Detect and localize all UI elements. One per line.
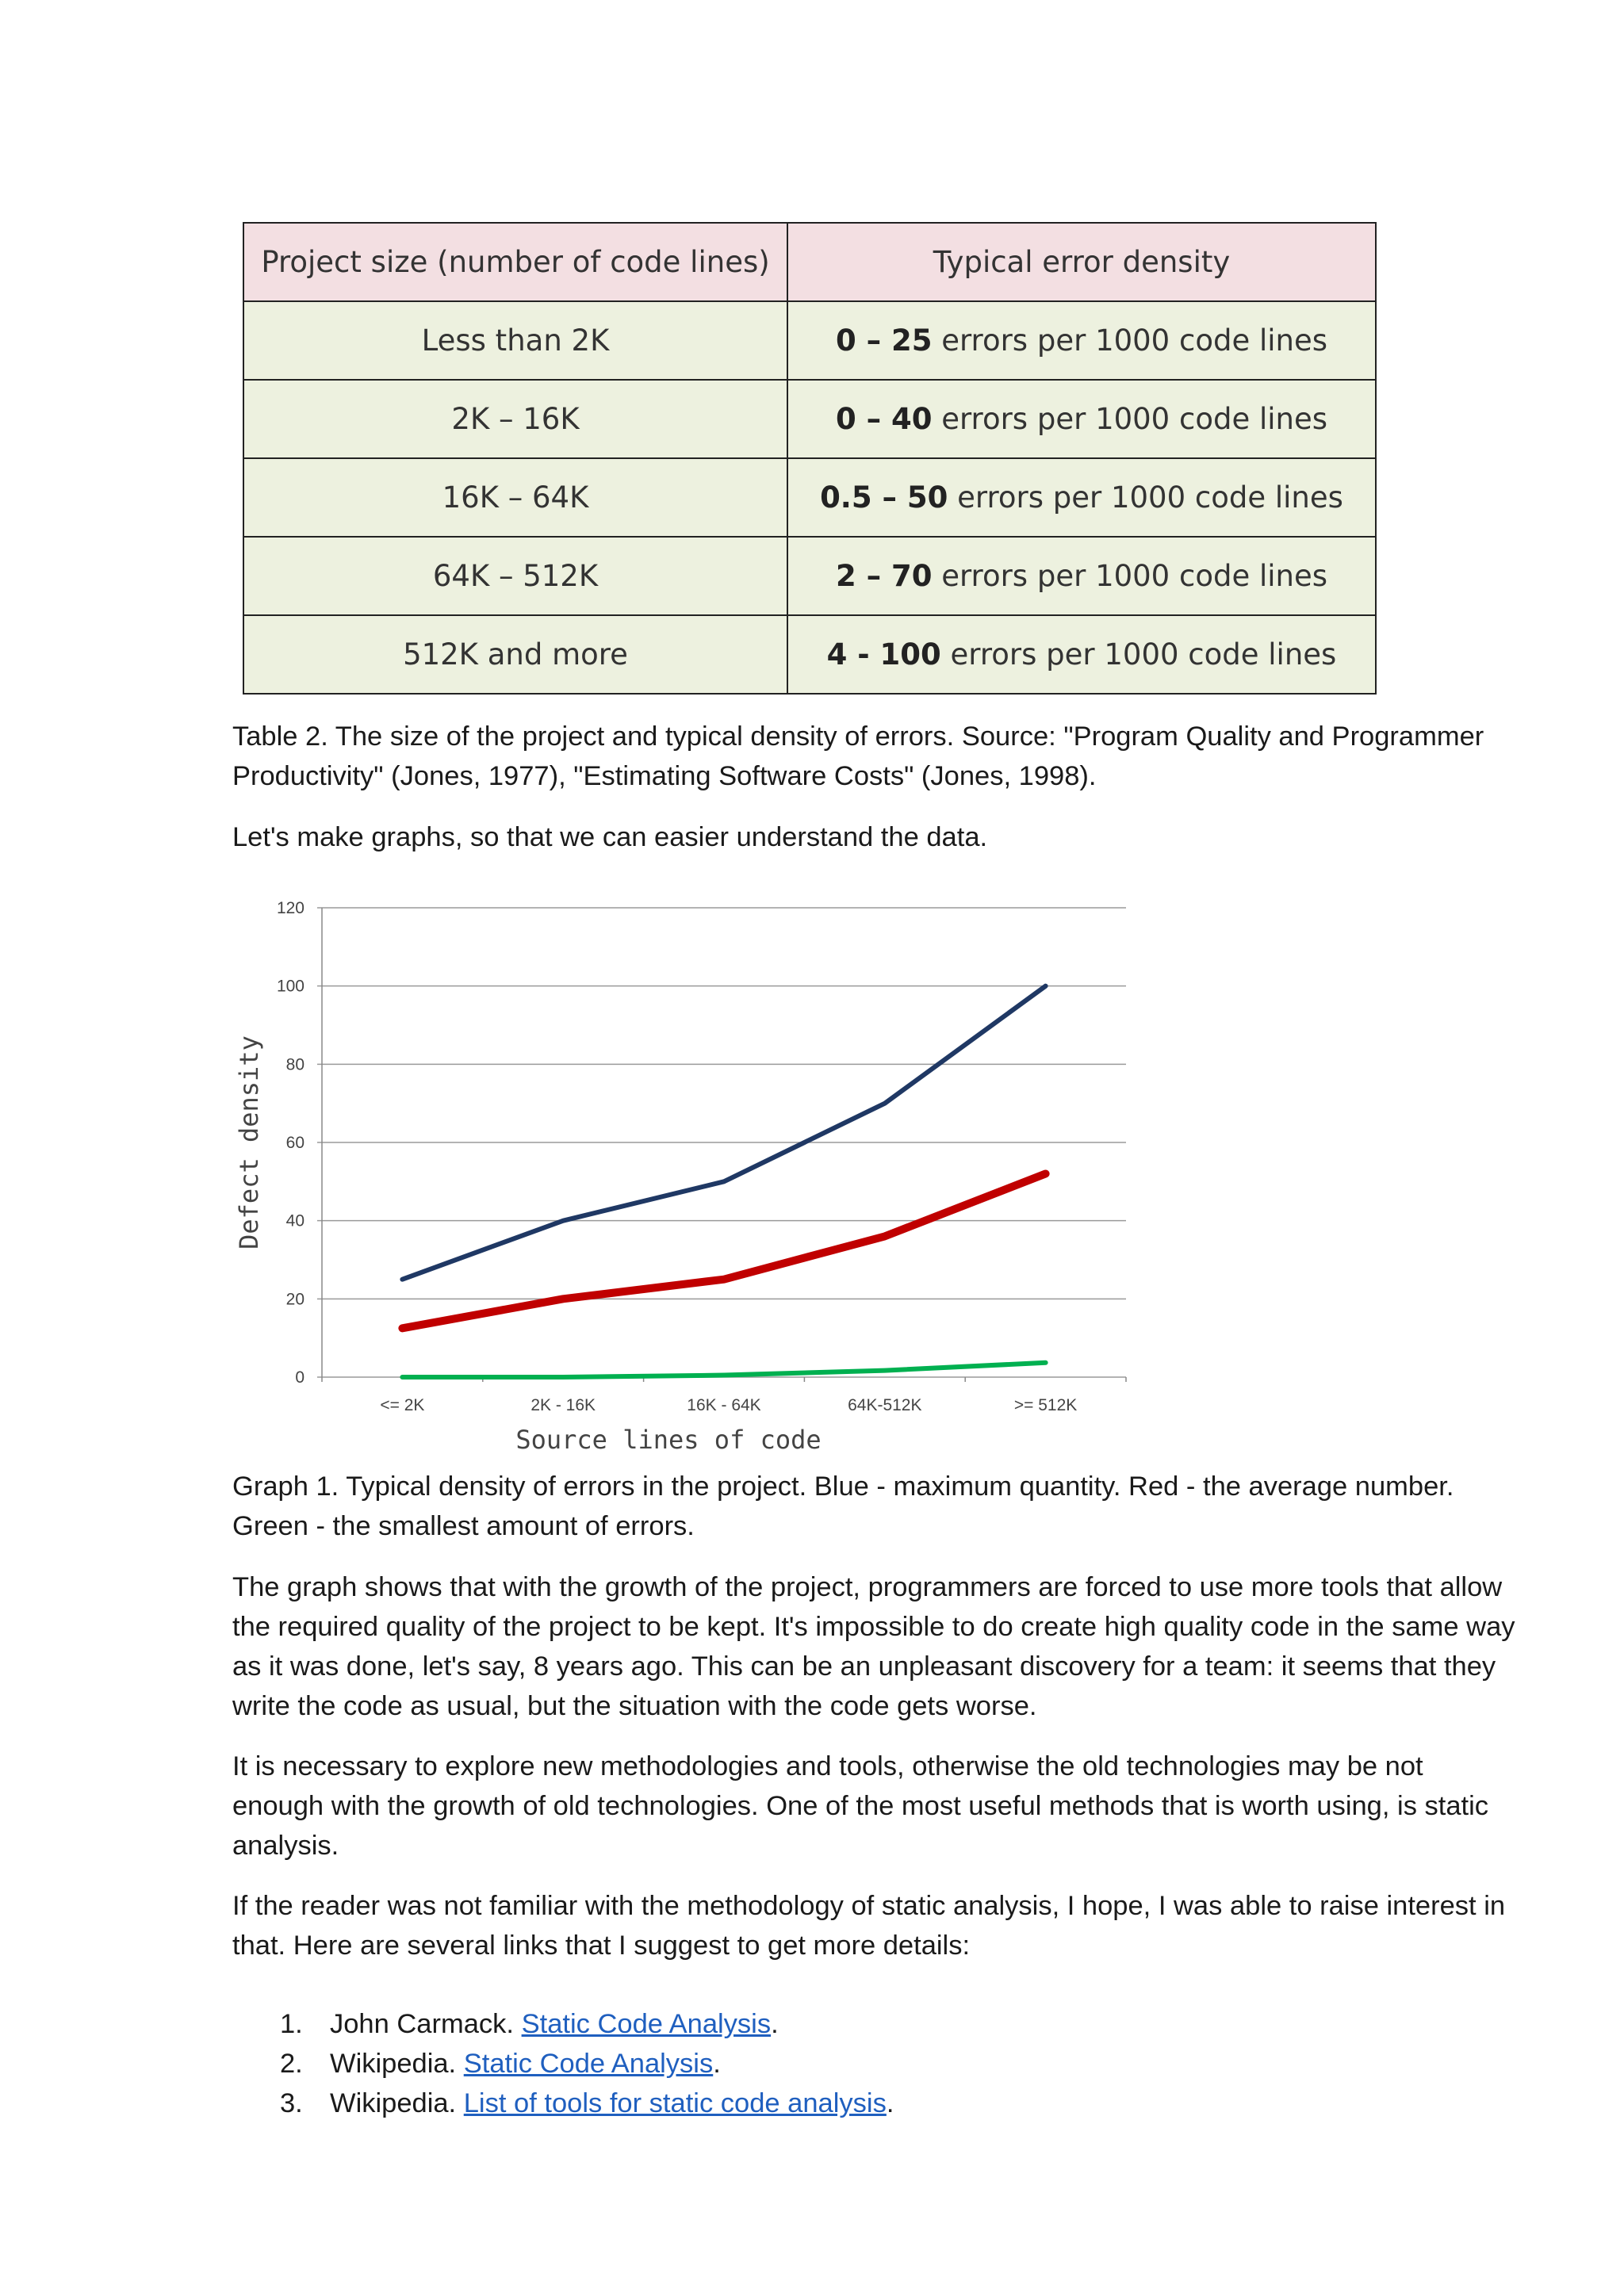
chart-series: [402, 986, 1045, 1377]
intro-paragraph: Let's make graphs, so that we can easier understand the data.: [232, 822, 988, 852]
defect-density-chart: [232, 888, 1136, 1459]
table-row: [243, 458, 1376, 537]
paragraph-static-analysis: If the reader was not familiar with the methodology of static analysis, I hope, I was able to raise interest in that. Here are several links that I suggest to get more details:: [232, 1891, 1506, 1961]
x-tick-label: 64K-512K: [848, 1396, 922, 1414]
link-prefix: John Carmack.: [330, 2009, 522, 2039]
list-item: [280, 2044, 894, 2084]
y-tick-label: 0: [295, 1368, 304, 1387]
error-range: 2 – 70: [835, 559, 933, 593]
link-end: .: [771, 2009, 779, 2039]
cell-error-density: [787, 301, 1376, 380]
cell-project-size: 512K and more: [243, 615, 787, 694]
error-unit: errors per 1000 code lines: [940, 637, 1337, 672]
chart-x-axis-title: Source lines of code: [515, 1425, 822, 1455]
table-caption: Table 2. The size of the project and typical density of errors. Source: "Program Quality and Programmer Productivity" (Jones, 1977), "Estimating Software Costs" (Jones, 1998).: [232, 721, 1484, 791]
column-header-error-density: Typical error density: [787, 223, 1376, 301]
reference-links-list: [280, 2004, 894, 2123]
cell-project-size: 64K – 512K: [243, 537, 787, 615]
y-tick-label: 40: [285, 1211, 304, 1230]
table-row: [243, 537, 1376, 615]
link-prefix: Wikipedia.: [330, 2049, 464, 2079]
error-density-table: [243, 222, 1377, 695]
x-tick-label: <= 2K: [380, 1396, 425, 1414]
y-tick-label: 100: [276, 977, 304, 996]
x-tick-label: >= 512K: [1013, 1396, 1078, 1414]
graph-caption: Graph 1. Typical density of errors in the project. Blue - maximum quantity. Red - the average number. Green - the smallest amount of errors.: [232, 1471, 1454, 1541]
table-row: [243, 380, 1376, 458]
link-prefix: Wikipedia.: [330, 2088, 464, 2118]
error-unit: errors per 1000 code lines: [932, 559, 1328, 593]
cell-error-density: [787, 615, 1376, 694]
link-end: .: [713, 2049, 721, 2079]
reference-link[interactable]: List of tools for static code analysis: [463, 2088, 887, 2118]
paragraph-methodologies: It is necessary to explore new methodologies and tools, otherwise the old technologies may be not enough with the growth of old technologies. One of the most useful methods that is worth using, is static analysis.: [232, 1751, 1489, 1861]
y-tick-label: 80: [285, 1055, 304, 1074]
x-tick-label: 2K - 16K: [530, 1396, 596, 1414]
error-range: 0.5 – 50: [820, 480, 948, 515]
error-range: 0 – 25: [835, 323, 933, 358]
error-unit: errors per 1000 code lines: [932, 402, 1328, 436]
paragraph-growth: The graph shows that with the growth of the project, programmers are forced to use more tools that allow the required quality of the project to be kept. It's impossible to do create high quality code in the same way as it was done, let's say, 8 years ago. This can be an unpleasant discovery for a team: it seems that they write the code as usual, but the situation with the code gets worse.: [232, 1572, 1515, 1721]
chart-y-axis-title: Defect density: [234, 1035, 264, 1249]
reference-link[interactable]: Static Code Analysis: [463, 2049, 714, 2079]
average-series-line: [402, 1173, 1045, 1328]
minimum-series-line: [402, 1363, 1045, 1377]
maximum-series-line: [402, 986, 1045, 1280]
error-unit: errors per 1000 code lines: [932, 323, 1328, 358]
error-unit: errors per 1000 code lines: [948, 480, 1343, 515]
y-tick-label: 20: [285, 1290, 304, 1309]
table-row: [243, 301, 1376, 380]
error-range: 4 - 100: [826, 637, 941, 672]
list-number: 1.: [280, 2009, 303, 2039]
cell-project-size: 2K – 16K: [243, 380, 787, 458]
cell-project-size: 16K – 64K: [243, 458, 787, 537]
link-end: .: [886, 2088, 894, 2118]
table-row: [243, 615, 1376, 694]
y-tick-label: 60: [285, 1134, 304, 1152]
list-item: [280, 2084, 894, 2123]
cell-error-density: [787, 380, 1376, 458]
cell-error-density: [787, 458, 1376, 537]
reference-link[interactable]: Static Code Analysis: [521, 2009, 772, 2039]
list-item: [280, 2004, 894, 2044]
cell-project-size: Less than 2K: [243, 301, 787, 380]
cell-error-density: [787, 537, 1376, 615]
table-body: [243, 301, 1376, 694]
y-tick-label: 120: [276, 899, 304, 917]
chart-x-ticks: [380, 1396, 1077, 1414]
table-header-row: [243, 223, 1376, 301]
x-tick-label: 16K - 64K: [687, 1396, 761, 1414]
list-number: 2.: [280, 2049, 303, 2079]
chart-gridlines: [317, 908, 1126, 1382]
list-number: 3.: [280, 2088, 303, 2118]
error-range: 0 – 40: [835, 402, 933, 436]
column-header-project-size: Project size (number of code lines): [243, 223, 787, 301]
chart-y-ticks: [277, 899, 304, 1387]
